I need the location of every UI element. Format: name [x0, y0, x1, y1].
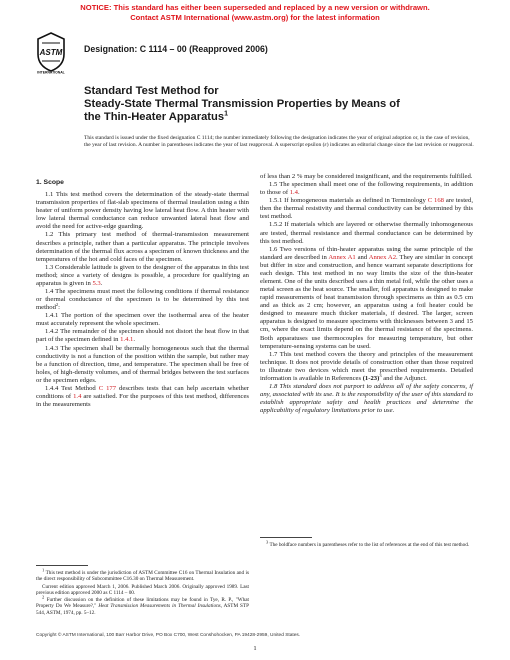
para-1-5-2: 1.5.2 If materials which are layered or otherwise thermally inhomogeneous are tested, thermal resistance and thermal conductance can be determined by this test method.	[260, 221, 473, 245]
svg-text:INTERNATIONAL: INTERNATIONAL	[37, 70, 65, 74]
copyright-line: Copyright © ASTM International, 100 Barr Harbor Drive, PO Box C700, West Conshohocken, PA 19428-2959, United States.	[36, 633, 301, 638]
para-1-3: 1.3 Considerable latitude is given to the designer of the apparatus in this test method; since a variety of designs is possible, a procedure for qualifying an apparatus is given in 5.3.	[36, 263, 249, 287]
ref-link-1-4-1[interactable]: 1.4.1	[120, 336, 134, 344]
title-line-3: the Thin-Heater Apparatus$^1$	[84, 110, 228, 123]
para-continued: of less than 2 % may be considered insignificant, and the requirements fulfilled.	[260, 173, 473, 180]
ref-link-1-4-b[interactable]: 1.4	[289, 189, 299, 197]
right-column	[260, 173, 473, 415]
notice-line-2	[0, 13, 510, 23]
ref-link-5-3[interactable]: 5.3	[92, 279, 101, 287]
para-1-4: 1.4 The specimens must meet the following conditions if thermal resistance or thermal conductance of the specimen is to be determined by this test method$^2$:	[36, 288, 249, 312]
astm-website-link[interactable]: Contact ASTM International (www.astm.org) for the latest information	[130, 12, 380, 22]
section-heading-scope: 1. Scope	[36, 179, 64, 186]
ref-link-c168[interactable]: C 168	[427, 197, 444, 205]
footnote-2: $^2$ Further discussion on the definition of these limitations may be found in Tye, R. P., "What Property Do We Measure?," Heat Transmission Measurements in Thermal Insulations, ASTM STP 544, ASTM, 1974, pp. 5–12.	[36, 594, 250, 616]
left-column	[36, 173, 249, 409]
notice-line-1: NOTICE: This standard has either been superseded and replaced by a new version or withdrawn.	[80, 3, 430, 12]
para-1-6: 1.6 Two versions of thin-heater apparatus using the same principle of the standard are described in Annex A1 and Annex A2. They are similar in concept but differ in size and construction, and hence warrant separate descriptions for each design. This test method in no way limits the size of the thin-heater element. One of the units described uses a thin metal foil, while the other uses a metal screen as the heat source. The smaller, foil apparatus is designed to make rapid measurements of heat transmission through specimens as thin as 0.5 cm and as thick as 2 cm; however, an apparatus using a foil heater could be designed to measure much thicker materials, if desired. The larger, screen apparatus is designed to measure specimens with thicknesses between 3 and 15 cm, where the exact limits depend on the thermal resistance of the specimens. Both apparatuses use thermocouples for measuring temperature, but other temperature-sensing systems can be used.	[260, 245, 473, 350]
ref-link-1-4[interactable]: 1.4	[73, 393, 82, 401]
footnote-ref-3[interactable]: 3	[379, 372, 382, 378]
footnote-rule-right	[260, 537, 312, 538]
para-1-4-2: 1.4.2 The remainder of the specimen should not distort the heat flow in that part of the specimen defined in 1.4.1.	[36, 328, 249, 344]
title-line-1: Standard Test Method for	[84, 85, 219, 97]
title-line-2: Steady-State Thermal Transmission Properties by Means of	[84, 98, 400, 110]
para-1-1: 1.1 This test method covers the determination of the steady-state thermal transmission properties of flat-slab specimens of thermal insulation using a thin heater of uniform power density having low lateral heat flow. A thin heater with low lateral thermal conductance can reduce unwanted lateral heat flow and avoid the need for active-edge guarding.	[36, 191, 249, 231]
para-1-4-4: 1.4.4 Test Method C 177 describes tests that can help ascertain whether conditions of 1.4 are satisfied. For the purposes of this test method, differences in the measurements	[36, 384, 249, 409]
footnote-1: $^1$ This test method is under the jurisdiction of ASTM Committee C16 on Thermal Insulation and is the direct responsibility of Subcommittee C16.30 on Thermal Measurement.	[36, 567, 250, 583]
astm-logo-icon	[36, 32, 66, 74]
footnote-rule-left	[36, 565, 88, 566]
para-1-8-safety: 1.8 This standard does not purport to address all of the safety concerns, if any, associated with its use. It is the responsibility of the user of this standard to establish appropriate safety and health practices and determine the applicability of regulatory limitations prior to use.	[260, 383, 473, 415]
para-1-5: 1.5 The specimen shall meet one of the following requirements, in addition to those of 1.4.	[260, 181, 473, 197]
footnotes-right	[260, 539, 473, 549]
footnote-3: $^3$ The boldface numbers in parentheses refer to the list of references at the end of this test method.	[266, 539, 470, 548]
issue-note: This standard is issued under the fixed designation C 1114; the number immediately following the designation indicates the year of original adoption or, in the case of revision, the year of last revision. A number in parentheses indicates the year of last reapproval. A superscript epsilon (ε) indicates an editorial change since the last revision or reapproval.	[84, 135, 474, 148]
svg-text:ASTM: ASTM	[39, 48, 63, 57]
para-1-4-3: 1.4.3 The specimen shall be thermally homogeneous such that the thermal conductivity is not a function of the position within the sample, but rather may be a function of direction, time, and temperature. The specimen shall be free of holes, of high-density volumes, and of thermal bridges between the test surfaces or the specimen edges.	[36, 344, 249, 384]
para-1-4-1: 1.4.1 The portion of the specimen over the isothermal area of the heater must accurately represent the whole specimen.	[36, 312, 249, 328]
document-title	[84, 85, 464, 124]
withdrawn-notice	[0, 3, 510, 22]
ref-link-annex-a1[interactable]: Annex A1	[328, 253, 356, 261]
footnote-ref-2[interactable]: 2	[55, 301, 59, 307]
para-1-5-1: 1.5.1 If homogeneous materials as defined in Terminology C 168 are tested, then the thermal resistivity and thermal conductivity can be determined by this test method.	[260, 197, 473, 221]
ref-link-annex-a2[interactable]: Annex A2	[368, 253, 397, 261]
para-1-7: 1.7 This test method covers the theory and principles of the measurement technique. It does not provide details of construction other than those required to illustrate two devices which meet the prescribed requirements. Detailed information is available in References $(1-23)^3$ and the Adjunct.	[260, 350, 473, 382]
references-range: (1-23)	[362, 374, 380, 382]
designation: Designation: C 1114 – 00 (Reapproved 2006)	[84, 44, 268, 54]
footnotes-left	[36, 567, 250, 617]
page-number: 1	[253, 645, 257, 652]
para-1-2: 1.2 This primary test method of thermal-transmission measurement describes a principle, rather than a particular apparatus. The principle involves determination of the thermal flux across a specimen of known thickness and the temperatures of the hot and cold faces of the specimen.	[36, 231, 249, 263]
footnote-1b: Current edition approved March 1, 2006. Published March 2006. Originally approved 1989. Last previous edition approved 2000 as C 1114 – 00.	[36, 583, 249, 596]
ref-link-c177[interactable]: C 177	[98, 384, 117, 392]
title-footnote-ref[interactable]: 1	[224, 110, 228, 118]
